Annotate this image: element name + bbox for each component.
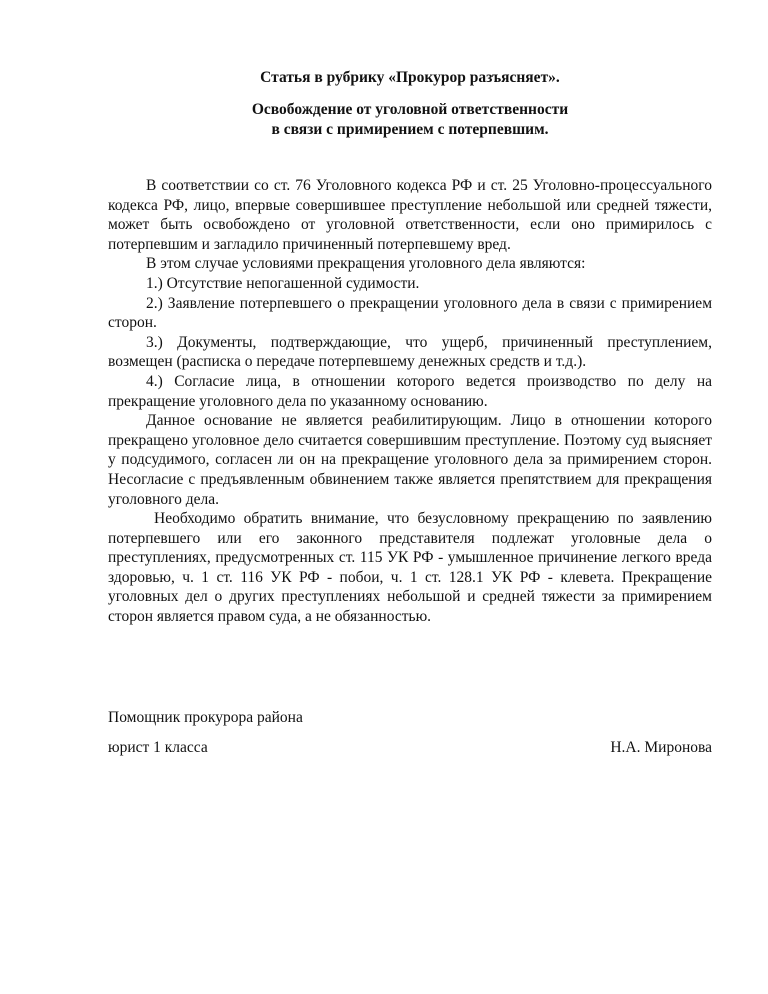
paragraph-condition-4: 4.) Согласие лица, в отношении которого ведется производство по делу на прекращение уголовного дела по указанному основанию. <box>108 372 712 410</box>
paragraph-legal-basis: В соответствии со ст. 76 Уголовного кодекса РФ и ст. 25 Уголовно-процессуального кодекса РФ, лицо, впервые совершившее преступление небольшой или средней тяжести, может быть освобождено от уголовной ответственности, если оно примирилось с потерпевшим и загладило причиненный потерпевшему вред. <box>108 177 712 253</box>
signature-position: Помощник прокурора района <box>108 709 303 726</box>
article-title-line-2: в связи с примирением с потерпевшим. <box>271 121 549 138</box>
paragraph-mandatory-termination: Необходимо обратить внимание, что безусловному прекращению по заявлению потерпевшего или его законного представителя подлежат уголовные дела о преступлениях, предусмотренных ст. 115 УК РФ - умышленное причинение легкого вреда здоровью, ч. 1 ст. 116 УК РФ - побои, ч. 1 ст. 128.1 УК РФ - клевета. Прекращение уголовных дел о других преступлениях небольшой и средней тяжести за примирением сторон является правом суда, а не обязанностью. <box>108 510 712 626</box>
paragraph-condition-1: 1.) Отсутствие непогашенной судимости. <box>146 274 420 292</box>
signature-rank-row <box>108 738 712 758</box>
article-body <box>108 176 712 627</box>
signature-name: Н.А. Миронова <box>610 739 712 756</box>
signature-rank: юрист 1 класса <box>108 739 208 756</box>
article-title <box>108 100 712 140</box>
paragraph-condition-3: 3.) Документы, подтверждающие, что ущерб, причиненный преступлением, возмещен (расписка о передаче потерпевшему денежных средств и т.д.). <box>108 333 712 371</box>
rubric-heading: Статья в рубрику «Прокурор разъясняет». <box>260 69 560 86</box>
paragraph-non-rehabilitating: Данное основание не является реабилитирующим. Лицо в отношении которого прекращено уголовное дело считается совершившим преступление. Поэтому суд выясняет у подсудимого, согласен ли он на прекращение уголовного дела за примирением сторон. Несогласие с предъявленным обвинением также является препятствием для прекращения уголовного дела. <box>108 412 712 508</box>
paragraph-conditions-intro: В этом случае условиями прекращения уголовного дела являются: <box>146 255 586 273</box>
paragraph-condition-2: 2.) Заявление потерпевшего о прекращении уголовного дела в связи с примирением сторон. <box>108 294 712 332</box>
article-title-line-1: Освобождение от уголовной ответственности <box>251 101 569 118</box>
